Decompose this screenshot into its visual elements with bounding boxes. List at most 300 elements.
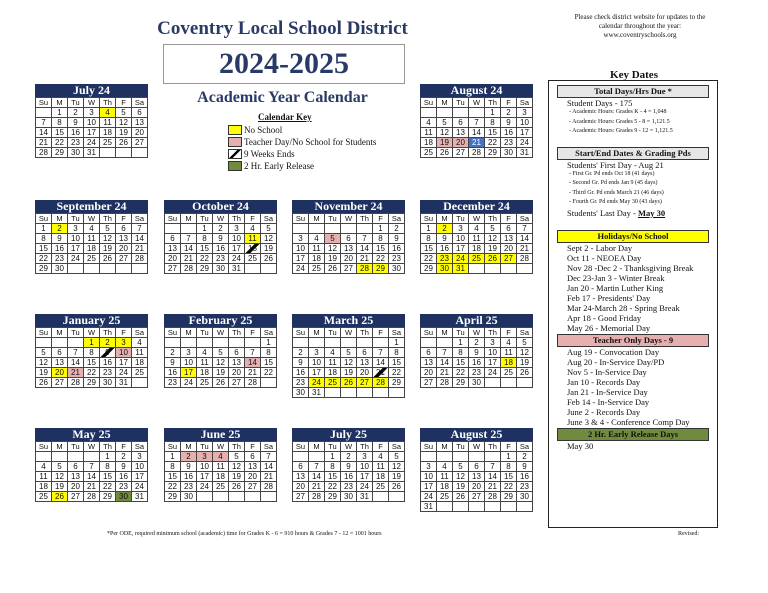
- grading-line: - Third Gr. Pd ends March 21 (46 days): [569, 189, 664, 196]
- day-cell: 22: [485, 138, 501, 148]
- day-cell: 7: [309, 462, 325, 472]
- month-calendar: [35, 84, 148, 158]
- day-cell: 23: [68, 138, 84, 148]
- empty-cell: [68, 338, 84, 348]
- weekday-header: Th: [100, 328, 116, 338]
- day-cell: 18: [309, 254, 325, 264]
- key-dates-panel: [548, 69, 718, 528]
- day-cell: 7: [68, 348, 84, 358]
- empty-cell: [100, 148, 116, 158]
- website-note: [555, 13, 725, 40]
- day-cell: 21: [36, 138, 52, 148]
- day-cell: 24: [421, 492, 437, 502]
- day-cell: 17: [453, 244, 469, 254]
- day-cell: 13: [229, 358, 245, 368]
- day-cell: 13: [245, 462, 261, 472]
- empty-cell: [52, 452, 68, 462]
- day-cell: 3: [116, 338, 132, 348]
- weekday-header: Sa: [389, 328, 405, 338]
- day-cell: 20: [453, 138, 469, 148]
- day-cell: 2: [517, 452, 533, 462]
- day-cell: 9: [437, 234, 453, 244]
- day-cell: 6: [165, 234, 181, 244]
- weekday-header: F: [373, 214, 389, 224]
- day-cell: 28: [245, 378, 261, 388]
- weekday-header: W: [469, 328, 485, 338]
- month-title: August 24: [420, 84, 533, 97]
- day-cell: 13: [52, 358, 68, 368]
- day-cell: 1: [84, 338, 100, 348]
- empty-cell: [213, 492, 229, 502]
- day-cell: 8: [373, 234, 389, 244]
- day-cell: 21: [469, 138, 485, 148]
- weekday-header: Sa: [261, 442, 277, 452]
- weekday-header: Th: [229, 328, 245, 338]
- day-cell: 21: [357, 254, 373, 264]
- day-cell: 5: [261, 224, 277, 234]
- day-cell: 28: [373, 378, 389, 388]
- day-cell: 22: [52, 138, 68, 148]
- day-cell: 4: [245, 224, 261, 234]
- day-cell: 16: [341, 472, 357, 482]
- day-cell: 25: [469, 254, 485, 264]
- day-cell: 28: [68, 378, 84, 388]
- day-cell: 23: [469, 368, 485, 378]
- day-cell: 19: [437, 138, 453, 148]
- day-cell: 10: [229, 234, 245, 244]
- day-cell: 22: [501, 482, 517, 492]
- day-cell: 26: [116, 138, 132, 148]
- teacher-day-item: Nov 5 - In-Service Day: [567, 366, 647, 377]
- day-cell: 24: [309, 378, 325, 388]
- empty-cell: [453, 108, 469, 118]
- weekday-header: Su: [36, 328, 52, 338]
- day-cell: 26: [100, 254, 116, 264]
- day-cell: 23: [213, 254, 229, 264]
- day-cell: 31: [84, 148, 100, 158]
- month-title: June 25: [164, 428, 277, 441]
- day-cell: 11: [325, 358, 341, 368]
- day-cell: 2: [389, 224, 405, 234]
- day-cell: 30: [341, 492, 357, 502]
- day-cell: 30: [501, 148, 517, 158]
- day-cell: 1: [389, 338, 405, 348]
- day-cell: 4: [132, 338, 148, 348]
- day-cell: 22: [84, 368, 100, 378]
- day-cell: 21: [437, 368, 453, 378]
- empty-cell: [421, 338, 437, 348]
- day-cell: 25: [197, 378, 213, 388]
- day-cell: 22: [373, 254, 389, 264]
- empty-cell: [517, 502, 533, 512]
- day-cell: 21: [132, 244, 148, 254]
- empty-cell: [116, 264, 132, 274]
- day-cell: 17: [485, 358, 501, 368]
- month-title: March 25: [292, 314, 405, 327]
- day-cell: 2: [437, 224, 453, 234]
- month-calendar: [292, 200, 405, 274]
- day-cell: 4: [421, 118, 437, 128]
- weekday-header: Sa: [132, 328, 148, 338]
- empty-cell: [517, 264, 533, 274]
- day-cell: 22: [389, 368, 405, 378]
- day-cell: 11: [501, 348, 517, 358]
- day-cell: 7: [84, 462, 100, 472]
- month-title: October 24: [164, 200, 277, 213]
- day-cell: 29: [165, 492, 181, 502]
- day-cell: 8: [485, 118, 501, 128]
- day-cell: 7: [245, 348, 261, 358]
- day-cell: 10: [132, 462, 148, 472]
- weekday-header: F: [501, 98, 517, 108]
- day-cell: 8: [165, 462, 181, 472]
- day-cell: 25: [325, 378, 341, 388]
- day-cell: 12: [116, 118, 132, 128]
- day-cell: 23: [389, 254, 405, 264]
- empty-cell: [437, 108, 453, 118]
- day-cell: 2: [52, 224, 68, 234]
- last-day: [549, 208, 717, 218]
- day-cell: 25: [309, 264, 325, 274]
- day-cell: 22: [261, 368, 277, 378]
- day-cell: 23: [116, 482, 132, 492]
- weekday-header: W: [469, 214, 485, 224]
- weekday-header: F: [245, 328, 261, 338]
- day-cell: 5: [341, 348, 357, 358]
- day-cell: 26: [325, 264, 341, 274]
- day-cell: 18: [501, 358, 517, 368]
- day-cell: 31: [357, 492, 373, 502]
- day-cell: 27: [132, 138, 148, 148]
- day-cell: 27: [421, 378, 437, 388]
- weekday-header: Sa: [261, 328, 277, 338]
- day-cell: 30: [100, 378, 116, 388]
- day-cell: 28: [357, 264, 373, 274]
- empty-cell: [165, 224, 181, 234]
- day-cell: 14: [261, 462, 277, 472]
- day-cell: 3: [421, 462, 437, 472]
- holiday-item: Mar 24-March 28 - Spring Break: [567, 302, 680, 313]
- day-cell: 7: [181, 234, 197, 244]
- day-cell: 24: [197, 482, 213, 492]
- month-grid: [164, 327, 277, 388]
- empty-cell: [52, 338, 68, 348]
- month-grid: [420, 327, 533, 388]
- empty-cell: [501, 502, 517, 512]
- day-cell: 13: [453, 128, 469, 138]
- day-cell: 26: [213, 378, 229, 388]
- empty-cell: [293, 452, 309, 462]
- day-cell: 17: [116, 358, 132, 368]
- no-school-swatch: [228, 125, 242, 135]
- day-cell: 14: [485, 472, 501, 482]
- day-cell: 6: [52, 348, 68, 358]
- month-calendar: [35, 200, 148, 274]
- weekday-header: W: [341, 442, 357, 452]
- day-cell: 12: [517, 348, 533, 358]
- day-cell: 10: [293, 244, 309, 254]
- month-title: July 24: [35, 84, 148, 97]
- day-cell: 31: [132, 492, 148, 502]
- day-cell: 13: [501, 234, 517, 244]
- weekday-header: M: [52, 98, 68, 108]
- empty-cell: [357, 338, 373, 348]
- weekday-header: Th: [485, 214, 501, 224]
- day-cell: 9: [213, 234, 229, 244]
- day-cell: 16: [293, 368, 309, 378]
- day-cell: 31: [453, 264, 469, 274]
- day-cell: 24: [84, 138, 100, 148]
- day-cell: 5: [36, 348, 52, 358]
- weekday-header: Su: [36, 214, 52, 224]
- day-cell: 27: [501, 254, 517, 264]
- day-cell: 23: [501, 138, 517, 148]
- month-grid: [292, 213, 405, 274]
- day-cell: 11: [469, 234, 485, 244]
- day-cell: 6: [453, 118, 469, 128]
- day-cell: 14: [84, 472, 100, 482]
- day-cell: 16: [213, 244, 229, 254]
- day-cell: 25: [84, 254, 100, 264]
- day-cell: 9: [389, 234, 405, 244]
- day-cell: 22: [100, 482, 116, 492]
- empty-cell: [68, 264, 84, 274]
- empty-cell: [485, 378, 501, 388]
- day-cell: 14: [181, 244, 197, 254]
- holidays-header: Holidays/No School: [557, 230, 709, 243]
- day-cell: 5: [453, 462, 469, 472]
- empty-cell: [197, 338, 213, 348]
- day-cell: 17: [421, 482, 437, 492]
- teacher-day-item: Feb 14 - In-Service Day: [567, 396, 650, 407]
- weekday-header: Su: [421, 214, 437, 224]
- empty-cell: [181, 338, 197, 348]
- day-cell: 12: [341, 358, 357, 368]
- day-cell: 16: [469, 358, 485, 368]
- day-cell: 16: [165, 368, 181, 378]
- empty-cell: [68, 452, 84, 462]
- weekday-header: Su: [293, 442, 309, 452]
- early-release-item: May 30: [567, 440, 594, 451]
- empty-cell: [517, 378, 533, 388]
- day-cell: 26: [229, 482, 245, 492]
- day-cell: 7: [132, 224, 148, 234]
- day-cell: 10: [68, 234, 84, 244]
- day-cell: 29: [453, 378, 469, 388]
- day-cell: 28: [132, 254, 148, 264]
- day-cell: 1: [373, 224, 389, 234]
- day-cell: 29: [197, 264, 213, 274]
- day-cell: 2: [100, 338, 116, 348]
- weekday-header: Th: [485, 442, 501, 452]
- total-days-header: Total Days/Hrs Due *: [557, 85, 709, 98]
- day-cell: 9: [52, 234, 68, 244]
- day-cell: 11: [213, 462, 229, 472]
- early-release-header: 2 Hr. Early Release Days: [557, 428, 709, 441]
- day-cell: 17: [84, 128, 100, 138]
- day-cell: 15: [453, 358, 469, 368]
- day-cell: 25: [421, 148, 437, 158]
- day-cell: 12: [453, 472, 469, 482]
- empty-cell: [341, 388, 357, 398]
- weekday-header: W: [341, 328, 357, 338]
- month-calendar: [164, 314, 277, 388]
- month-title: December 24: [420, 200, 533, 213]
- day-cell: 17: [132, 472, 148, 482]
- month-calendar: [420, 200, 533, 274]
- first-day: Students' First Day - Aug 21: [567, 159, 664, 170]
- empty-cell: [373, 338, 389, 348]
- day-cell: 15: [421, 244, 437, 254]
- weekday-header: M: [52, 328, 68, 338]
- day-cell: 8: [100, 462, 116, 472]
- weekday-header: F: [116, 442, 132, 452]
- day-cell: 6: [341, 234, 357, 244]
- day-cell: 13: [116, 234, 132, 244]
- day-cell: 4: [469, 224, 485, 234]
- month-title: May 25: [35, 428, 148, 441]
- day-cell: 13: [341, 244, 357, 254]
- day-cell: 11: [309, 244, 325, 254]
- day-cell: 25: [36, 492, 52, 502]
- day-cell: 29: [52, 148, 68, 158]
- day-cell: 1: [453, 338, 469, 348]
- key-dates-title: Key Dates: [610, 69, 658, 81]
- weekday-header: Tu: [197, 442, 213, 452]
- day-cell: 30: [52, 264, 68, 274]
- day-cell: 5: [100, 224, 116, 234]
- weekday-header: F: [116, 214, 132, 224]
- day-cell: 20: [245, 472, 261, 482]
- day-cell: 23: [437, 254, 453, 264]
- day-cell: 1: [197, 224, 213, 234]
- holiday-item: Sept 2 - Labor Day: [567, 242, 633, 253]
- weekday-header: Tu: [68, 442, 84, 452]
- holiday-item: Dec 23-Jan 3 - Winter Break: [567, 272, 665, 283]
- weekday-header: F: [245, 442, 261, 452]
- empty-cell: [181, 224, 197, 234]
- day-cell: 19: [213, 368, 229, 378]
- day-cell: 20: [501, 244, 517, 254]
- day-cell: 26: [341, 378, 357, 388]
- day-cell: 13: [68, 472, 84, 482]
- teacher-day-item: Jan 21 - In-Service Day: [567, 386, 648, 397]
- month-title: February 25: [164, 314, 277, 327]
- day-cell: 14: [357, 244, 373, 254]
- weekday-header: Tu: [453, 214, 469, 224]
- day-cell: 11: [373, 462, 389, 472]
- weekday-header: Tu: [325, 328, 341, 338]
- day-cell: 17: [357, 472, 373, 482]
- weekday-header: Su: [293, 214, 309, 224]
- hours-line: - Academic Hours: Grades 9 - 12 = 1,121.5: [569, 128, 673, 134]
- empty-cell: [229, 338, 245, 348]
- empty-cell: [309, 338, 325, 348]
- day-cell: 29: [100, 492, 116, 502]
- day-cell: 28: [36, 148, 52, 158]
- day-cell: 28: [485, 492, 501, 502]
- start-end-header: Start/End Dates & Grading Pds: [557, 147, 709, 160]
- day-cell: 7: [261, 452, 277, 462]
- day-cell: 11: [100, 118, 116, 128]
- day-cell: 11: [245, 234, 261, 244]
- key-label: 2 Hr. Early Release: [244, 161, 314, 171]
- day-cell: 5: [52, 462, 68, 472]
- day-cell: 22: [165, 482, 181, 492]
- weekday-header: W: [213, 214, 229, 224]
- day-cell: 10: [485, 348, 501, 358]
- day-cell: 15: [36, 244, 52, 254]
- day-cell: 18: [421, 138, 437, 148]
- weekday-header: Th: [229, 442, 245, 452]
- empty-cell: [373, 492, 389, 502]
- day-cell: 19: [36, 368, 52, 378]
- day-cell: 18: [84, 244, 100, 254]
- day-cell: 15: [261, 358, 277, 368]
- weekday-header: W: [84, 442, 100, 452]
- day-cell: 4: [325, 348, 341, 358]
- day-cell: 27: [469, 492, 485, 502]
- empty-cell: [437, 502, 453, 512]
- empty-cell: [100, 264, 116, 274]
- day-cell: 18: [132, 358, 148, 368]
- day-cell: 15: [165, 472, 181, 482]
- empty-cell: [197, 492, 213, 502]
- day-cell: 16: [389, 244, 405, 254]
- empty-cell: [325, 388, 341, 398]
- day-cell: 3: [293, 234, 309, 244]
- day-cell: 15: [373, 244, 389, 254]
- day-cell: 20: [132, 128, 148, 138]
- key-label: Teacher Day/No School for Students: [244, 137, 377, 147]
- day-cell: 2: [181, 452, 197, 462]
- day-cell: 14: [68, 358, 84, 368]
- day-cell: 4: [437, 462, 453, 472]
- day-cell: 26: [261, 254, 277, 264]
- month-calendar: [35, 314, 148, 388]
- day-cell: 10: [421, 472, 437, 482]
- day-cell: 12: [52, 472, 68, 482]
- weekday-header: F: [501, 442, 517, 452]
- day-cell: 16: [68, 128, 84, 138]
- weekday-header: M: [437, 98, 453, 108]
- day-cell: 16: [501, 128, 517, 138]
- day-cell: 1: [501, 452, 517, 462]
- day-cell: 6: [245, 452, 261, 462]
- day-cell: 27: [245, 482, 261, 492]
- day-cell: 10: [84, 118, 100, 128]
- day-cell: 21: [373, 368, 389, 378]
- weekday-header: Tu: [325, 214, 341, 224]
- day-cell: 28: [261, 482, 277, 492]
- empty-cell: [229, 492, 245, 502]
- day-cell: 27: [116, 254, 132, 264]
- day-cell: 13: [132, 118, 148, 128]
- day-cell: 30: [181, 492, 197, 502]
- empty-cell: [325, 224, 341, 234]
- empty-cell: [357, 224, 373, 234]
- weekday-header: Sa: [132, 214, 148, 224]
- day-cell: 31: [421, 502, 437, 512]
- weekday-header: Sa: [517, 98, 533, 108]
- weekday-header: M: [309, 442, 325, 452]
- day-cell: 26: [453, 492, 469, 502]
- teacher-days-header: Teacher Only Days - 9: [557, 334, 709, 347]
- weekday-header: Sa: [389, 214, 405, 224]
- nine-weeks-swatch: [228, 149, 242, 159]
- day-cell: 1: [485, 108, 501, 118]
- day-cell: 19: [116, 128, 132, 138]
